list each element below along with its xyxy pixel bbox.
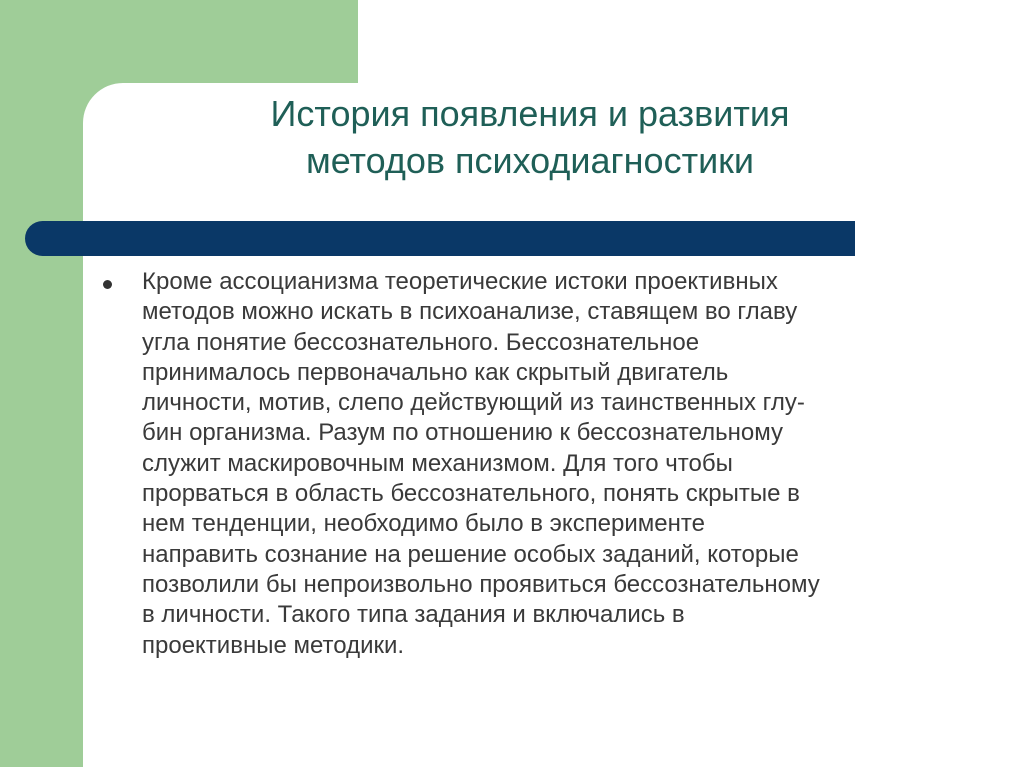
body-line: личности, мотив, слепо действующий из таинственных глу-	[142, 389, 805, 417]
bullet-paragraph	[142, 267, 972, 661]
body-line: позволили бы непроизвольно проявиться бессознательному	[142, 570, 820, 598]
body-line: бин организма. Разум по отношению к бессознательному	[142, 419, 784, 447]
title-divider-bar	[25, 221, 855, 256]
body-line: в личности. Такого типа задания и включались в	[142, 601, 685, 629]
title-line-2: методов психодиагностики	[305, 140, 755, 181]
body-line: принималось первоначально как скрытый двигатель	[142, 358, 729, 386]
bullet-dot-icon	[103, 280, 112, 289]
body-line: служит маскировочным механизмом. Для того чтобы	[142, 449, 733, 477]
body-line: проективные методики.	[142, 631, 405, 659]
body-line: нем тенденции, необходимо было в эксперименте	[142, 510, 705, 538]
body-line: направить сознание на решение особых заданий, которые	[142, 540, 799, 568]
title-line-1: История появления и развития	[270, 93, 790, 134]
body-line: методов можно искать в психоанализе, ставящем во главу	[142, 298, 798, 326]
body-line: угла понятие бессознательного. Бессознательное	[142, 328, 700, 356]
body-line: Кроме ассоцианизма теоретические истоки проективных	[142, 268, 778, 295]
slide-title	[150, 90, 910, 184]
body-line: прорваться в область бессознательного, понять скрытые в	[142, 480, 800, 508]
